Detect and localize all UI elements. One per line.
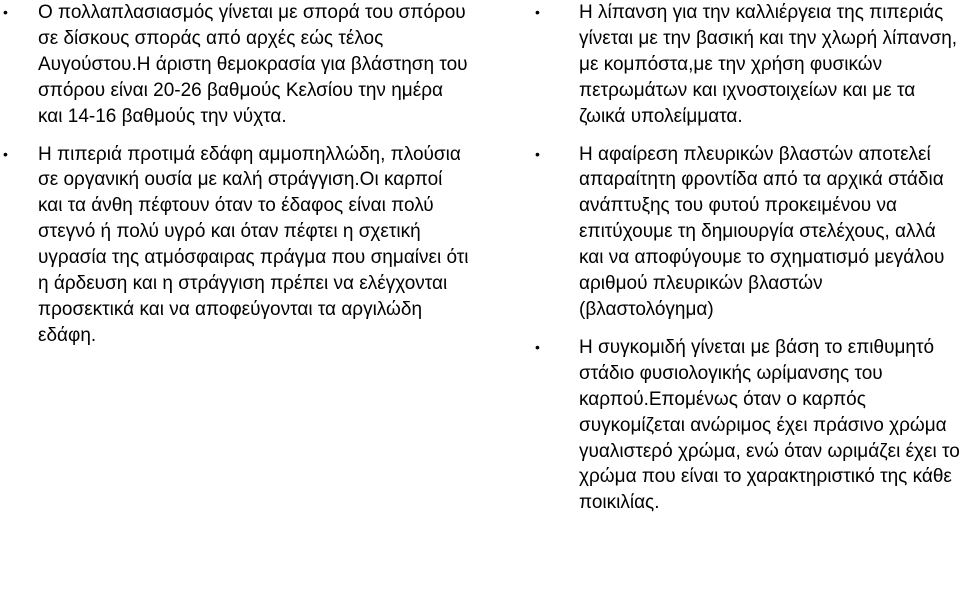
left-column bbox=[0, 0, 470, 349]
item-text: Η λίπανση για την καλλιέργεια της πιπεριάς γίνεται με την βασική και την χλωρή λίπανση, με κομπόστα,με την χρήση φυσικών πετρωμάτων και ιχνοστοιχείων και με τα ζωικά υπολείμματα. bbox=[579, 2, 958, 127]
bullet-item-fertilization bbox=[520, 0, 960, 130]
item-text: Η συγκομιδή γίνεται με βάση το επιθυμητό στάδιο φυσιολογικής ωρίμανσης του καρπού.Επομένως όταν ο καρπός συγκομίζεται ανώριμος έχει πράσινο χρώμα γυαλιστερό χρώμα, ενώ όταν ωριμάζει έχει το χρώμα που είναι το χαρακτηριστικό της κάθε ποικιλίας. bbox=[579, 336, 960, 514]
item-text: Η αφαίρεση πλευρικών βλαστών αποτελεί απαραίτητη φροντίδα από τα αρχικά στάδια ανάπτυξης του φυτού προκειμένου να επιτύχουμε τη δημιουργία στελέχους, αλλά και να αποφύγουμε το σχηματισμό μεγάλου αριθμού πλευρικών βλαστών (βλαστολόγημα) bbox=[579, 143, 945, 320]
bullet-icon: • bbox=[3, 4, 8, 20]
bullet-item-harvest bbox=[520, 335, 960, 516]
bullet-item-pruning bbox=[520, 142, 960, 323]
right-column bbox=[520, 0, 960, 516]
item-text: Η πιπεριά προτιμά εδάφη αμμοπηλλώδη, πλούσια σε οργανική ουσία με καλή στράγγιση.Οι καρποί και τα άνθη πέφτουν όταν το έδαφος είναι πολύ στεγνό ή πολύ υγρό και όταν πέφτει η σχετική υγρασία της ατμόσφαιρας πράγμα που σημαίνει ότι η άρδευση και η στράγγιση πρέπει να ελέγχονται προσεκτικά και να αποφεύγονται τα αργιλώδη εδάφη. bbox=[38, 143, 469, 346]
bullet-icon: • bbox=[535, 4, 540, 20]
bullet-icon: • bbox=[535, 145, 540, 162]
bullet-icon: • bbox=[535, 338, 540, 355]
bullet-item-soil bbox=[0, 142, 470, 349]
bullet-item-propagation bbox=[0, 0, 470, 130]
item-text: Ο πολλαπλασιασμός γίνεται με σπορά του σπόρου σε δίσκους σποράς από αρχές εώς τέλος Αυγούστου.Η άριστη θεμοκρασία για βλάστηση του σπόρου είναι 20-26 βαθμούς Κελσίου την ημέρα και 14-16 βαθμούς την νύχτα. bbox=[38, 2, 468, 127]
bullet-icon: • bbox=[3, 145, 8, 162]
